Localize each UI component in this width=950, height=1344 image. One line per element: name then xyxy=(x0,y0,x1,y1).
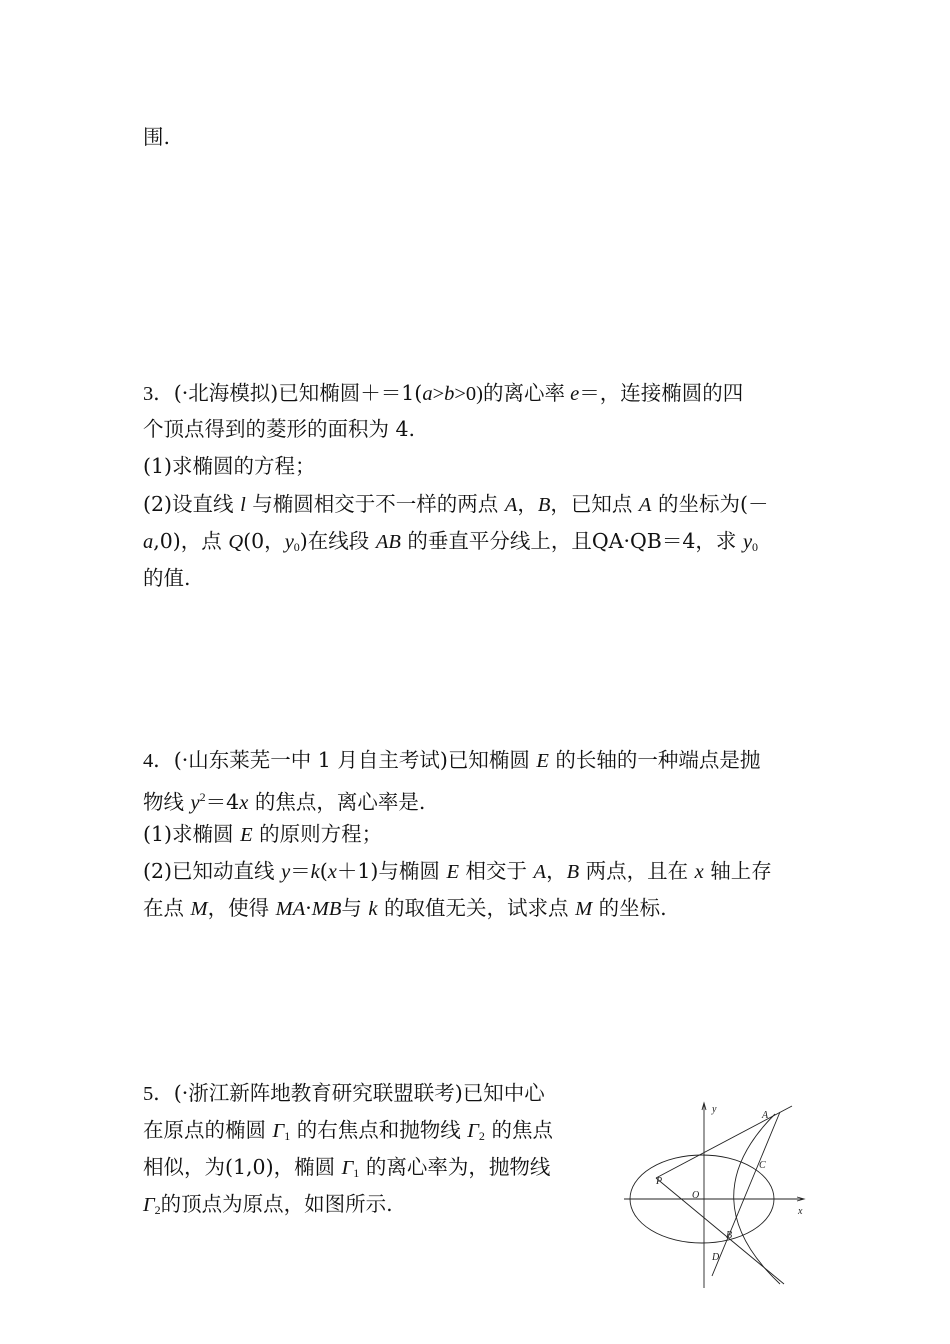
q4-part-2: (2)已知动直线 y＝k(x＋1)与椭圆 E 相交于 A，B 两点，且在 x 轴上存 xyxy=(143,859,772,883)
line-pb xyxy=(656,1178,784,1284)
line-pa xyxy=(656,1106,792,1178)
q4-number: 4 xyxy=(143,750,154,772)
q5-line-2: 在原点的椭圆 $\Gamma_1$ 的右焦点和抛物线 $\Gamma_2$ 的焦点 xyxy=(143,1118,553,1143)
label-p: P xyxy=(656,1176,663,1187)
label-o: O xyxy=(692,1190,700,1201)
label-x: x xyxy=(798,1206,803,1217)
label-b: B xyxy=(726,1230,733,1241)
q3-part-2-end: 的值. xyxy=(143,566,191,590)
q5-line-1: 5．(·浙江新阵地教育研究联盟联考)已知中心 xyxy=(143,1081,545,1105)
label-d: D xyxy=(712,1252,720,1263)
q3-part-2: (2)设直线 l 与椭圆相交于不一样的两点 A，B，已知点 A 的坐标为(－ xyxy=(143,492,769,516)
label-c: C xyxy=(759,1160,766,1171)
q5-line-4: $\Gamma_2$的顶点为原点，如图所示. xyxy=(143,1192,393,1217)
ellipse-parabola-figure xyxy=(620,1098,820,1290)
q4-part-1: (1)求椭圆 E 的原则方程； xyxy=(143,822,383,846)
continued-text: 围. xyxy=(143,125,171,149)
q5-line-3: 相似，为(1,0)，椭圆 $\Gamma_1$ 的离心率为，抛物线 xyxy=(143,1155,551,1180)
label-a: A xyxy=(762,1110,769,1121)
line-ad xyxy=(712,1112,780,1276)
q4-line-2: 物线 $y^2=4x$ 的焦点，离心率是. xyxy=(143,790,426,814)
q3-line-2: 个顶点得到的菱形的面积为 4. xyxy=(143,417,416,441)
q3-part-1: (1)求椭圆的方程； xyxy=(143,454,316,478)
q4-line-1: 4．(·山东莱芜一中 1 月自主考试)已知椭圆 E 的长轴的一种端点是抛 xyxy=(143,748,761,772)
q3-number: 3 xyxy=(143,383,154,405)
q4-part-2-cont: 在点 M，使得 MA·MB与 k 的取值无关，试求点 M 的坐标. xyxy=(143,896,667,920)
q3-line-1: 3．(·北海模拟)已知椭圆＋＝1(a>b>0)的离心率 e＝，连接椭圆的四 xyxy=(143,381,744,405)
q3-part-2-cont: a,0)，点 Q(0，$y_0$)在线段 AB 的垂直平分线上，且QA·QB＝4，求 $y_0$ xyxy=(143,529,759,554)
q5-number: 5 xyxy=(143,1083,154,1105)
label-y: y xyxy=(712,1104,717,1115)
